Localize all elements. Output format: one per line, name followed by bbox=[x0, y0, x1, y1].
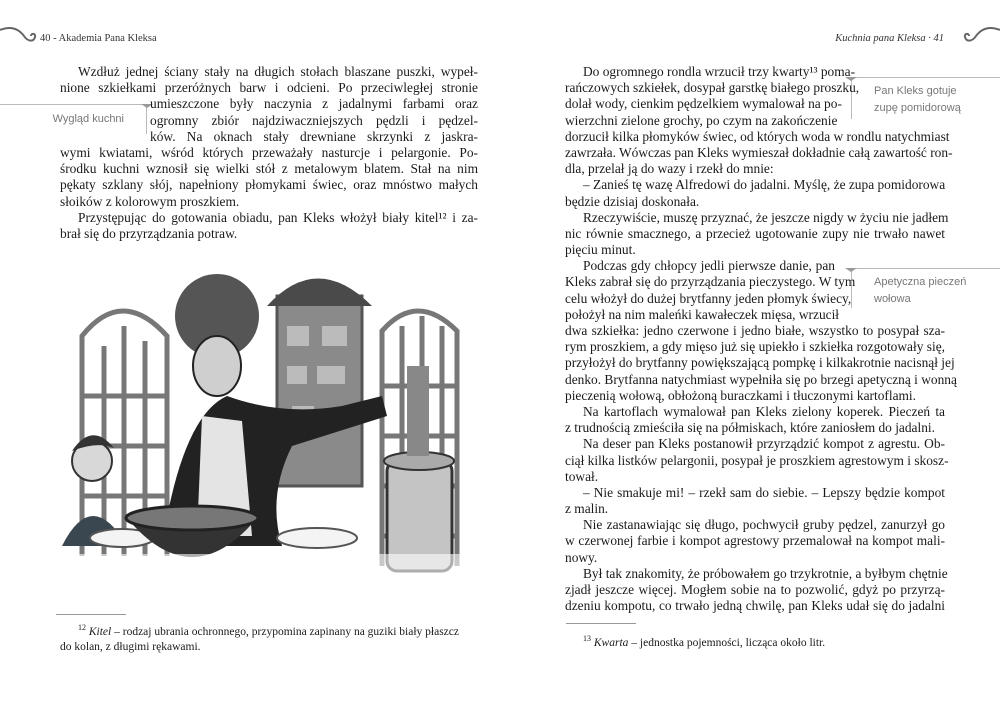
text-line: Na kartoflach wymalował pan Kleks zielony koperek. Pieczeń ta bbox=[583, 403, 945, 419]
cupboard bbox=[277, 296, 362, 486]
text-line: tował. bbox=[565, 468, 599, 484]
text-line: dorzucił kilka płomyków świec, od których woda w rondlu natychmiast bbox=[565, 128, 950, 144]
text-line: będzie dzisiaj doskonała. bbox=[565, 193, 700, 209]
text-line: dzeniu kompotu, co trwało jedną chwilę, pan Kleks udał się do jadalni bbox=[565, 598, 945, 614]
text-line: Przystępując do gotowania obiadu, pan Kleks włożył biały kitel¹² i za- bbox=[78, 209, 478, 225]
text-line: denko. Brytfanna natychmiast wypełniła się po brzegi apetyczną i wonną bbox=[565, 371, 957, 387]
text-line: rańczowych szkiełek, dosypał garstkę białego proszku, bbox=[565, 80, 860, 96]
plate-icon bbox=[277, 528, 357, 548]
text-line: nione szkiełkami przeróżnych barw i odcieni. Po przeciwległej stronie bbox=[60, 80, 478, 96]
text-line: pieczenią wołową, obłożoną buraczkami i tłuczonymi kartoflami. bbox=[565, 387, 917, 403]
text-line: nic równie smacznego, a przecież ugotowanie zupy nie trwało nawet bbox=[565, 225, 945, 241]
text-line: Nie zastanawiając się długo, pochwycił gruby pędzel, zanurzył go bbox=[583, 517, 945, 533]
footnote-rule bbox=[566, 623, 636, 624]
text-line: umieszczone były naczynia z jadalnymi farbami oraz bbox=[150, 96, 478, 112]
margin-note-line: wołowa bbox=[874, 293, 911, 305]
text-line: ciął kilka listków pelargonii, posypał je proszkiem agrestowym i skosz- bbox=[565, 452, 949, 468]
text-line: Wzdłuż jednej ściany stały na długich stołach blaszane puszki, wypeł- bbox=[78, 64, 478, 79]
text-line: słoików z kolorowym proszkiem. bbox=[60, 193, 240, 209]
footnote-rule bbox=[56, 614, 126, 615]
text-line: Rzeczywiście, muszę przyznać, że jeszcze nigdy w życiu nie jadłem bbox=[583, 209, 949, 225]
text-line: Podczas gdy chłopcy jedli pierwsze danie, pan bbox=[583, 258, 835, 274]
running-header-right: Kuchnia pana Kleksa · 41 bbox=[835, 33, 944, 44]
text-line: Był tak znakomity, że próbowałem go trzykrotnie, a byłbym chętnie bbox=[583, 565, 948, 581]
footnote-term: Kwarta bbox=[593, 636, 629, 649]
text-line: dolał wody, cienkim pędzelkiem wymalował na po- bbox=[565, 96, 842, 112]
text-line: celu włożył do dużej brytfanny jeden płomyk świecy, bbox=[565, 290, 852, 306]
text-line: Na deser pan Kleks postanowił przyrządzić kompot z agrestu. Ob- bbox=[583, 436, 945, 452]
text-line: z trudnością zmieściła się na półmiskach, które zaniosłem do jadalni. bbox=[565, 420, 935, 436]
text-line: rym proszkiem, a gdy mięso już się upiekło i szkiełka rozgotowały się, bbox=[565, 339, 945, 355]
flourish-ornament-left-icon bbox=[0, 24, 40, 50]
text-line: położył na nim maleńki kawałeczek mięsa, wrzucił bbox=[565, 306, 840, 322]
text-line: wymi kwiatami, wśród których przeważały nasturcje i pelargonie. Po- bbox=[60, 144, 478, 160]
footnote-term: Kitel bbox=[88, 625, 112, 638]
margin-note-text: Wygląd kuchni bbox=[52, 113, 124, 125]
text-line: brał się do przyrządzania potraw. bbox=[60, 225, 238, 241]
text-line: dla, przelał ją do wazy i rzekł do mnie: bbox=[565, 161, 774, 177]
footnote-12: $^{12}$ Kitel – rodzaj ubrania ochronnego, przypomina zapinany na guziki biały płaszcz do kolan, z długimi rękawami. bbox=[60, 623, 459, 653]
text-line: środku kuchni wznosił się wielki stół z metalowym blatem. Stał na nim bbox=[60, 161, 478, 177]
right-page-body bbox=[565, 64, 957, 614]
text-line: ogromny zbiór najdziwaczniejszych pędzli i pędzel- bbox=[150, 112, 478, 128]
text-line: Kleks zabrał się do przyrządzania pieczystego. W tym bbox=[565, 274, 856, 290]
text-line: w czerwonej farbie i kompot agrestowy przemalował na kompot mali- bbox=[565, 533, 945, 549]
text-line: wierzchni zielone grochy, po czym na zakończenie bbox=[565, 112, 838, 128]
text-line: – Nie smakuje mi! – rzekł sam do siebie. – Lepszy będzie kompot bbox=[583, 484, 945, 500]
left-page-body bbox=[60, 64, 478, 242]
margin-note-line: Apetyczna pieczeń bbox=[874, 276, 967, 288]
flourish-ornament-right-icon bbox=[956, 24, 1000, 50]
text-line: nowy. bbox=[565, 549, 598, 565]
text-line: przyłożył do brytfanny powiększającą pompkę i kilkakrotnie nacisnął jej bbox=[565, 355, 955, 371]
text-line: pękaty szklany słój, napełniony płomykami świec, oraz mnóstwo małych bbox=[60, 177, 478, 193]
margin-note-line: Pan Kleks gotuje bbox=[874, 85, 957, 97]
text-line: zjadł jeszcze więcej. Mogłem sobie na to pozwolić, gdyż po przyrzą- bbox=[565, 582, 945, 597]
text-line: Do ogromnego rondla wrzucił trzy kwarty¹³ poma- bbox=[583, 64, 856, 79]
text-line: dwa szkiełka: jedno czerwone i jedno białe, wszystko to posypał sza- bbox=[565, 323, 945, 338]
margin-note-line: zupę pomidorową bbox=[874, 102, 961, 114]
text-line: ków. Na oknach stały drewniane skrzynki z jaskra- bbox=[150, 128, 478, 144]
text-line: pięciu minut. bbox=[565, 242, 636, 258]
text-line: – Zanieś tę wazę Alfredowi do jadalni. Myślę, że zupa pomidorowa bbox=[583, 177, 946, 193]
running-header-left: 40 - Akademia Pana Kleksa bbox=[40, 33, 157, 44]
kitchen-illustration bbox=[52, 256, 472, 592]
footnote-13: $^{13}$ Kwarta – jednostka pojemności, licząca około litr. bbox=[583, 634, 826, 649]
text-line: zawrzała. Wówczas pan Kleks wymieszał dokładnie całą zawartość ron- bbox=[565, 144, 953, 160]
text-line: z malin. bbox=[565, 501, 609, 517]
